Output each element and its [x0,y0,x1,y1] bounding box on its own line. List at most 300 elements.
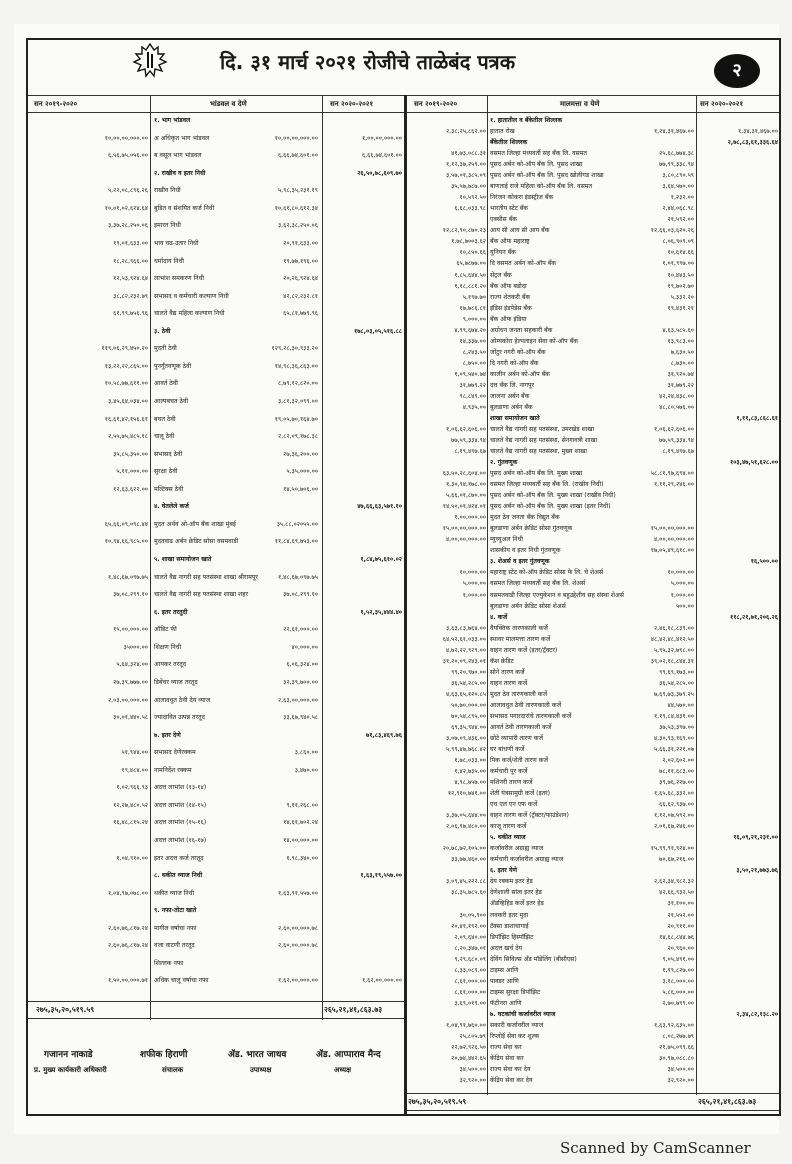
column-rule [487,95,488,1095]
row-prev-amount: ३४,५००.०० [459,1065,486,1073]
right-total-top-rule [407,1093,779,1094]
row-label: मुदत ठेव तारणकाली कर्जे [490,690,548,698]
row-prev-amount: ३१,२०,०९,२४३.०१ [442,657,486,665]
row-sub-amount: ३१,७७९.२२ [667,381,694,389]
row-label: वसमत जिल्हा मध्यवर्ती सह बँक लि. (राखीव निधी) [490,481,604,489]
row-sub-amount: १,११,२९,२४६.०० [653,481,694,489]
row-sub-amount: १,२४,३१,४६७.०० [653,128,694,135]
row-label: कर्मचारी पूर कर्जे [490,768,528,775]
row-prev-amount: ३६,५४,२८५.०० [451,679,486,687]
row-sub-amount: १,६३,९२,६३५.०० [653,1021,694,1029]
row-sub-amount: ४०,०००.०० [291,643,318,651]
row-sub-amount: १७,०५,४९,६१८.०० [650,547,694,555]
row-label: ७. इतर देणे [154,731,181,739]
row-sub-amount: ३,८६०.०० [294,749,318,757]
header-left-curr-year: सन २०२०-२०२१ [330,100,374,108]
row-sub-amount: ५,९८,३५,२३१.१९ [277,187,318,195]
row-label: वाहन तारण कर्जे [490,679,528,687]
row-label: टाइम्स आणि [490,966,519,974]
row-sub-amount: १९,०५,७०,१६४.७० [274,415,318,423]
row-sub-amount: १०,००,००,०००.०० [274,134,318,142]
row-prev-amount: १०,०१,०२,६२४.६४ [104,204,148,212]
row-label: चालू ठेवी [154,433,175,441]
row-label: मुदती ठेवी [154,345,177,353]
row-prev-amount: १,०९,५४०.७४ [454,370,486,378]
row-prev-amount: १२,८२,९०,८७०.२३ [442,227,486,235]
row-prev-amount: ५,०००.०० [462,580,486,588]
row-sub-amount: ४२,२४,४३८.०० [659,392,694,400]
row-label: कॅश क्रेडिट [490,657,514,665]
row-prev-amount: ४,६३,६५,१२०.८५ [445,690,486,698]
row-label: वजा वाटणी तरतूद [154,942,195,950]
row-sub-amount: ४८,४२,४८,४१२.५० [650,635,694,643]
row-sub-amount: ३३,६७,९४०.५८ [283,714,318,721]
row-curr-amount: १७८,०३,०५,५१६.८८ [353,327,402,335]
row-sub-amount: २,०२,६०२.०० [662,757,694,764]
row-sub-amount: ४८,८०,५७६.०० [659,403,694,411]
row-curr-amount: १,३४,३१,४६७.०० [737,128,778,135]
row-prev-amount: १,७८,०३३.०० [454,757,486,764]
row-prev-amount: ८,६१,०००.०० [454,977,486,985]
row-prev-amount: १९,४८४.०० [121,766,148,774]
row-prev-amount: १,८५,६४४.५० [454,271,486,279]
row-label: युनियन बँक [490,249,516,257]
row-prev-amount: ३,६३,८३,७६४.०० [445,624,486,632]
row-prev-amount: ३,३७,०५,६४४.०० [445,812,486,820]
row-label: धर्मादाय निधी [154,257,184,265]
row-prev-amount: १,४२,७३५.०० [454,768,486,775]
row-label: राज्य सेवा कर [490,1043,522,1051]
row-label: सभासद व कर्मचारी कल्याण निधी [154,292,229,300]
row-label: राज्य सेवा कर देय [490,1065,531,1073]
row-curr-amount: १,६३,१९,५५७.०० [360,872,402,880]
row-label: मुदत अर्थव ओ-ऑप बँक शाखा मुंबई [154,520,236,528]
row-sub-amount: २२,६१,०००.०० [283,626,318,634]
row-curr-amount: १,८४,७५,६१०.०२ [360,556,402,563]
row-curr-amount: १०३,४७,५१,६२८.०० [729,459,778,467]
row-prev-amount: २,०३,००,०००.०० [107,696,148,704]
row-prev-amount: २,०९,६४०.०० [454,933,486,941]
row-sub-amount: ३५,८८,०२०५५.०० [276,520,318,528]
row-sub-amount: ४,००,००,०००.०० [653,536,694,544]
row-sub-amount: १,९८,३४०.०० [286,854,318,862]
right-total-curr: २६५,२१,४१,८६३.७३ [698,1097,757,1106]
row-label: बुलडाणा अर्बन क्रेडिट सोसा शेअर्स [490,602,566,610]
row-label: वसमत जिल्हा मध्यवर्ती सह बँक लि. वसमत [490,150,587,158]
row-prev-amount: ४,९३५.०० [462,403,486,411]
row-prev-amount: २,०६,९७,४८०.०० [445,823,486,831]
row-prev-amount: १०,८५०.६६ [459,249,486,257]
row-sub-amount: ३,८१,३२,०९९.०० [277,398,318,405]
header-left-description: भांडवल व देणे [210,100,247,108]
row-prev-amount: १०,००,००,०००.०० [104,134,148,142]
row-sub-amount: ३,६२,३८,२५०.०६ [277,222,318,230]
row-label: महाराष्ट्र स्टेट को-ऑप क्रेडिट सोसा फे लि. चे शेअर्स [490,569,604,577]
row-sub-amount: ६,६६,७४,६०१.०० [277,152,318,160]
row-sub-amount: ७०,६७,२१६.०० [659,856,694,864]
row-label: केंद्रिय सेवा कर देय [490,1077,533,1084]
row-prev-amount: ९९,२०,९७०.०० [451,668,486,676]
row-sub-amount: ३०,९७,०८८.८० [659,1054,694,1062]
row-sub-amount: २,६०,००,०००.७८ [277,924,318,932]
row-curr-amount: ४७,६६,६३,५७१.१० [357,503,402,511]
row-prev-amount: ५,११,०००.०० [116,468,148,476]
scanner-watermark: Scanned by CamScanner [560,1139,751,1157]
row-sub-amount: १४,६८,८४४.७६ [659,933,694,941]
row-label: भाव चढ-उतार निधी [154,239,199,247]
row-label: अदत्त लाभांश (१५-१६) [154,819,207,827]
row-prev-amount: १८,२८,९६६.०० [113,257,148,265]
header-right-prev-year: सन २०१९-२०२० [414,100,458,108]
row-label: दि नगरी को-ऑप बँक [490,359,539,367]
row-prev-amount: १२,२७,४८०.५२ [113,801,148,809]
row-prev-amount: २७,३९,७७७.०० [113,678,148,686]
row-label: अधिक चालू वर्षाचा नफा [154,977,209,985]
row-label: पुनर्गुंतवणूक ठेवी [154,362,192,370]
row-sub-amount: १,१२,०७,५९२.०० [653,812,694,820]
row-prev-amount: ३०,०१,४४०.५८ [113,714,148,721]
row-sub-amount: ४२,८२,२३२.८१ [283,292,318,300]
row-sub-amount: ६,०६,३२४.०० [286,661,318,669]
row-label: शेती यंत्रसामुग्री कर्जे (इतर) [490,790,551,798]
row-prev-amount: ५,१९७.७० [462,293,486,301]
row-prev-amount: ३८,८२,२३२.७९ [113,292,148,300]
row-prev-amount: १,१२,३७,२५९.०० [445,161,486,169]
row-label: इमारत निधी [154,222,181,230]
row-sub-amount: १,१९,८४,४३१.०० [653,712,694,720]
row-label: देणेशाली सांत्व इतर हेड [490,889,542,897]
row-prev-amount: १३,२२,२२,८६५.०० [104,362,148,370]
row-sub-amount: १,०६,६२,६०६.०० [653,426,694,433]
row-label: लाभांश समकरण निधी [154,275,204,282]
row-label: मल्टिक्स ठेवी [154,485,184,493]
row-prev-amount: ३१,७७९.२२ [459,381,486,389]
row-label: एक्सीस बँक [490,216,517,224]
column-rule [696,95,697,1095]
row-sub-amount: १५,९९,९१,९२४.०० [650,845,694,853]
row-label: राखीव निधी [154,187,181,195]
row-sub-amount: ८,०६,९०९.०९ [662,238,694,246]
row-label: मागील वर्षाचा नफा [154,924,197,932]
row-label: सकारी कर्जावरील व्याज [490,1021,544,1029]
row-prev-amount: १६,४८,८१५.२४ [113,819,148,827]
row-label: सभासद ठेवी [154,450,183,458]
signatory-role: संचालक [162,1066,184,1074]
row-prev-amount: ६५,७८७७.०० [456,260,486,268]
right-total-bottom-rule [407,1110,779,1111]
row-sub-amount: १,०००.०० [670,591,694,599]
row-sub-amount: ५,०००.०० [670,580,694,588]
row-label: बँक ऑफ इंडिया [490,315,527,323]
row-label: एच एल एन एफ कर्जे [490,801,538,809]
row-sub-amount: ३,४७०.०० [294,766,318,774]
row-sub-amount: १०,४४३.५० [667,271,694,279]
row-sub-amount: २,४६,१८,८३९.०० [653,624,694,632]
row-sub-amount: ३९,७६,२२७.०० [659,779,694,786]
row-label: ऑडिट फी [154,626,177,634]
row-sub-amount: ५८,८१,९७,६९४.०० [650,470,694,478]
row-prev-amount: ६३,५०,२८,६०४.०० [442,470,486,478]
row-prev-amount: ८,३३,०८९.०० [454,966,486,974]
row-label: देविंग सिविल्स अँड मॉडेलिंग (बीसीएस) [490,955,577,963]
row-label: ९. नफा-तोटा खाते [154,907,197,915]
row-prev-amount: २,३८,२५,८६२.०० [445,128,486,135]
row-sub-amount: २,७०,७९९.०० [662,999,694,1007]
row-sub-amount: १०,०००.०० [667,569,694,577]
row-sub-amount: २,४४,०६८.९८ [662,205,694,213]
row-label: दत्त बँक लि. नागपूर [490,381,535,389]
row-sub-amount: ३,६४,५७०.०० [662,183,694,191]
row-label: मशिनरी तारण कर्जे [490,779,533,786]
row-prev-amount: ७०,५४,८९५.०० [451,712,486,720]
row-prev-amount: १,०६,६२,६०६.०० [445,426,486,433]
row-label: म्युच्युअल निधी [490,536,523,544]
row-sub-amount: ६५,८१,७७९.९६ [283,310,318,318]
row-prev-amount: १५,००,०००.०० [113,626,148,634]
row-label: शिल्लक नफा [154,959,184,967]
column-rule [322,95,323,1020]
row-label: चालते वैद्य नागरी सह पतसंस्था, मुख्य शाखा [490,448,587,455]
row-label: हातात रोख [490,128,515,135]
row-label: टाइम्स सुरक्षा डिपॉझिट [490,988,541,996]
row-prev-amount: ४,९९,६७४.२० [454,326,486,334]
row-sub-amount: २०,९१,६३३.०० [283,239,318,247]
row-prev-amount: २,६०,७६,८१७.२४ [107,924,148,932]
row-label: आय सी आय सी आय बँक [490,227,550,235]
row-prev-amount: ९,२९,६८०.०९ [454,955,486,963]
row-sub-amount: ४४,५७०.०० [667,701,694,709]
row-label: केंद्रिय सेवा कर [490,1054,524,1062]
row-prev-amount: ३०,०५,९०० [459,911,486,919]
row-prev-amount: २०,७८,७२,१०५.०० [442,845,486,853]
row-sub-amount: १,२३२.०० [670,194,694,202]
row-label: पुसद अर्बन को-ऑप बँक लि. पुसद खोलीगड शाखा [490,172,604,180]
row-sub-amount: ३७,०८,२९९.१० [283,591,318,599]
row-prev-amount: १,०४,९१,७६०.०० [445,1021,486,1029]
row-prev-amount: ३२,९२०.०० [459,1077,486,1084]
row-sub-amount: ३,१८,०००.०० [662,977,694,985]
row-sub-amount: ५,९५,३२,७९८.०० [653,646,694,654]
row-prev-amount: ६४,५२,६१,०३३.०० [442,635,486,643]
row-sub-amount: १५,००,००,०००.०० [650,525,694,533]
signatory-role: प्र. मुख्य कार्यकारी अधिकारी [34,1066,107,1074]
row-sub-amount: ८,०८,२७७.७९ [662,1032,694,1040]
row-sub-amount: ३९,०२,१८,८४४.३१ [650,657,694,665]
row-label: चालते वैद्य नागरी सह पतसंस्था, उमरखेड शाखा [490,426,595,433]
row-prev-amount: ४,७२,२२,९२९.०० [445,646,486,654]
row-sub-amount: ५००.०० [675,602,694,610]
row-prev-amount: ३,४५,६४,०३४.०० [107,398,148,405]
row-sub-amount: १,६३,९१,५५७.०० [277,889,318,897]
row-label: पिक कर्ज/शेती तारण कर्जे [490,757,549,764]
row-sub-amount: १०,६१,८०,६१२.३४ [274,204,318,212]
row-prev-amount: १,५०,००,०००.७१ [107,977,148,985]
row-label: आयकर तरतूद [154,661,187,669]
row-prev-amount: १,७८,७००३.६२ [451,238,486,246]
row-sub-amount: २,६२,३४,९८२.३२ [653,878,694,886]
row-label: ४. कर्जे [490,613,508,621]
row-prev-amount: २५,८०५.७९ [459,1032,486,1040]
row-sub-amount: २१,५५२.०० [667,911,694,919]
row-prev-amount: ६,५६,७५,०५६.०० [107,152,148,160]
row-label: सभासद पगारदारांचे तारणकाली कर्जे [490,712,572,720]
page-title: दि. ३१ मार्च २०२१ रोजीचे ताळेबंद पत्रक [220,50,516,74]
row-sub-amount: २,६०,००,०००.७८ [277,942,318,950]
row-sub-amount: १,९९,८२७.०० [662,966,694,974]
row-curr-amount: ३,५०,२१,७७३.७६ [736,867,778,875]
row-sub-amount: २७,३६,२००.०० [283,450,318,458]
row-prev-amount: ५,९९,४७,७६८.४२ [445,745,486,753]
row-sub-amount: २०,९११.०० [667,922,694,930]
row-label: नामनिर्देश रक्कम [154,766,192,774]
row-sub-amount: ४,६३,५८५.६० [662,326,694,334]
row-prev-amount: ३७,०८,२९९.१० [113,591,148,599]
row-prev-amount: १०,०००.०० [459,569,486,577]
row-prev-amount: ३,५७,०१,३८५.०९ [445,172,486,180]
row-label: आवर्त ठेवी तारणकाली कर्जे [490,723,552,731]
row-prev-amount: १०,५९२.५० [459,194,486,202]
row-prev-amount: १,०००.०० [462,591,486,599]
row-label: ॲडव्हिहिड कर्जे इतर हेड [490,900,544,908]
row-prev-amount: ९८,८४९.०० [459,392,486,400]
signatory-name: गजानन नाकाडे [44,1050,93,1060]
row-sub-amount: ३७,५३,३९७.०० [659,723,694,731]
row-prev-amount: १,०४,९७,०७८.०० [107,889,148,897]
row-sub-amount: ७८,११,६८३.०० [659,768,694,775]
row-prev-amount: ३,०९,४५,२२२.८८ [445,878,486,886]
row-label: ७. घटकांची कर्जावरील व्याज [490,1010,556,1018]
row-curr-amount: १,११,८३,८६८.६१ [736,414,778,422]
row-sub-amount: १४,००,०००.०० [283,837,318,844]
row-prev-amount: ३,६९,०१९.०० [454,999,486,1007]
row-label: डिपॉझिट हिस्पॉझिट [490,933,534,941]
row-sub-amount: ७,६९,७३,३७९.२५ [653,690,694,698]
row-label: ज्यादावित उत्पन्न तरतूद [154,714,205,721]
row-label: भारतीय स्टेट बँक [490,205,529,213]
row-prev-amount: १,३०,९४,१७८.०० [445,481,486,489]
row-prev-amount: २०,७४,४४२.६५ [451,1054,486,1062]
row-label: फॅटीनरा आणि [490,999,522,1007]
row-sub-amount: १,०१,९९७.०० [662,260,694,268]
row-label: कर्जावरील अग्राह्य व्याज [490,845,544,853]
row-label: सुरक्षा ठेवी [154,468,178,476]
row-label: अग्रोधन जनता सहकारी बँक [490,326,553,334]
row-prev-amount: ५,६६,०१,८७०.०० [445,492,486,500]
row-label: ४. घेतलेले कर्ज [154,503,189,511]
row-label: वसमतवाडी जिल्हा एज्युकेशन व बहुउद्देशीय सह संस्था शेअर्स [490,591,624,599]
row-label: चालते वैद्य महिला कल्याण निधी [154,310,225,318]
row-prev-amount: ३,०७,०९,४३६.०० [445,734,486,742]
row-sub-amount: ३२,३९,७००.०० [283,678,318,686]
row-sub-amount: १३,९८३.०० [667,337,694,345]
row-sub-amount: ६६,६२,९३७.०० [659,801,694,809]
row-prev-amount: १,४८,६७,०९७.७५ [107,573,148,581]
row-label: आल्पबचत ठेवी [154,398,189,405]
row-sub-amount: ११,८४,६९,७५३.०० [274,538,318,546]
left-total-prev: २७५,३५,२०,५१९.५९ [36,1005,95,1014]
row-label: १. हातातील व बँकेतील शिल्लक [490,117,563,124]
row-label: देय रक्कम इतर हेड [490,878,533,886]
row-sub-amount: १,४८,६७,०९७.७५ [277,573,318,581]
row-sub-amount: २,८२,०९,१७८.३८ [277,433,318,441]
column-rule [150,95,151,1020]
row-prev-amount: ५०,७०,०००.०० [451,701,486,709]
row-sub-amount: १०,६१४.६६ [667,249,694,257]
row-sub-amount: ७७,५९,३३४.९४ [659,437,694,444]
row-prev-amount: ६,६८,०३३.९८ [454,205,486,213]
row-label: ३. ठेवी [154,327,171,335]
row-label: ब वसूल भाग भांडवल [154,152,202,160]
row-sub-amount: ७७,९९,३३८.९४ [659,161,694,169]
row-sub-amount: ५,८६,०००.०० [662,988,694,996]
row-label: डिबेंचर व्याज तरतूद [154,678,198,686]
row-prev-amount: ११९,०६,२९,४५०.२० [101,345,148,353]
row-label: मुदत ठेव जनता बँक विद्युत बँक [490,514,560,522]
row-label: अदत्त लाभांश (१६-१७) [154,837,207,844]
row-curr-amount: १,५२,३५,४४४.४० [360,608,402,616]
row-label: शिक्षण निधी [154,643,182,651]
row-sub-amount: १४,६१,७०२.२४ [283,819,318,827]
signatory-name: ॲड. भारत जाधव [228,1050,287,1060]
header-right-description: मालमत्ता व येणे [560,100,600,108]
row-sub-amount: २१,७५,०९९.६६ [659,1043,694,1051]
row-sub-amount: ५,६६,३१,२२१.०७ [653,745,694,753]
row-label: १. भाग भांडवल [154,117,191,124]
row-prev-amount: १४,३३७.०० [459,337,486,345]
row-label: बुलडाणा अर्बन बँक [490,403,533,411]
row-curr-amount: १६,०९,२१,२३१.०० [733,834,778,842]
row-label: ६. इतर तरतुदी [154,608,188,616]
row-prev-amount: २२,७२,९२६.५० [451,1043,486,1051]
row-sub-amount: ९,०५,४९१.०० [662,955,694,963]
signatory-name: ॲड. आप्पाराव मैन्द [316,1050,381,1060]
row-sub-amount: ३६,५४,२८५.०० [659,679,694,687]
row-sub-amount: १२९,२८,३०,९३३.२० [271,345,318,353]
row-label: थकीत व्याज निधी [154,889,195,897]
row-label: २. गुंतवणूक [490,459,518,467]
row-sub-amount: ९,११,२६८.०० [286,801,318,809]
row-prev-amount: १२,९१०,७४१.०० [447,790,486,798]
row-sub-amount: ३१,१००.०० [667,900,694,908]
row-sub-amount: २,०१,६७,२४६.०० [653,823,694,831]
row-sub-amount: १२,६६,०३,६२०.२६ [650,227,694,235]
row-curr-amount: १६,५००.०० [750,558,778,566]
row-label: रिप्लोई सेवा कर शुल्क [490,1032,540,1040]
row-label: वैयक्तिक तारणकाली कर्जे [490,624,548,632]
row-prev-amount: ४,९८,७५७.०० [454,779,486,786]
page-number-badge: २ [714,54,760,88]
row-label: वाहन तारण कर्जे (ट्रॅक्टर/फाउंडेशन) [490,812,569,820]
header-right-curr-year: सन २०२०-२०२१ [700,100,744,108]
row-prev-amount: १९,०१,६३३.०० [113,239,148,247]
row-label: शाखा समायोजन खाते [490,414,540,422]
row-label: ३. शेअर्स व इतर गुंतवणूक [490,558,550,566]
row-label: दि वसमत अर्बन को-ऑप बँक [490,260,557,268]
row-label: सभासद देणेरक्कम [154,749,196,757]
row-label: ६. इतर येणे [490,867,518,875]
row-prev-amount: ७७,५९,३३४.९४ [451,437,486,444]
signatory-role: अध्यक्ष [334,1066,352,1074]
row-label: बुडित व संशयित कर्ज निधी [154,204,215,212]
row-label: आलावधुत ठेवी देय व्याज [154,696,211,704]
row-label: पुसद अर्बन को-ऑप बँक लि. मुख्य शाखा (राखीव निधी) [490,492,616,500]
center-divider [404,95,407,1116]
row-sub-amount: १४,५०,७०६.०० [283,485,318,493]
row-prev-amount: ८,२०,३४७.०१ [454,944,486,952]
row-label: अदत्त लाभांश (१४-१५) [154,801,207,809]
row-sub-amount: ५,३५,०००.०० [286,468,318,476]
row-label: ५. थकीत व्याज [490,834,526,842]
